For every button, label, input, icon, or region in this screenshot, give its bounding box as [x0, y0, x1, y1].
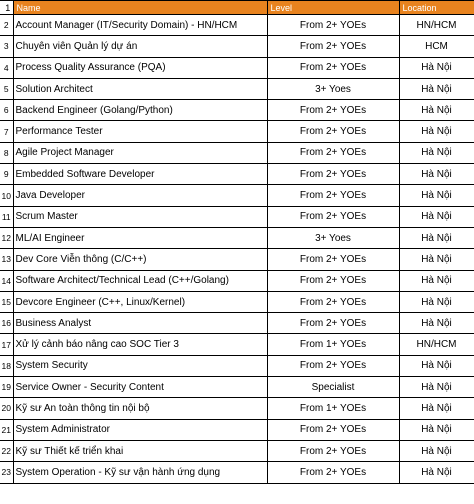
row-number[interactable]: 4	[0, 57, 13, 78]
cell-level[interactable]: 3+ Yoes	[267, 78, 399, 99]
cell-level[interactable]: From 2+ YOEs	[267, 57, 399, 78]
header-location[interactable]: Location	[399, 1, 474, 15]
table-row	[0, 291, 474, 312]
cell-name[interactable]: System Operation - Kỹ sư vận hành ứng dụng	[13, 462, 267, 483]
cell-location[interactable]: HCM	[399, 36, 474, 57]
cell-level[interactable]: Specialist	[267, 377, 399, 398]
cell-level[interactable]: From 1+ YOEs	[267, 398, 399, 419]
cell-location[interactable]: Hà Nội	[399, 142, 474, 163]
table-row	[0, 15, 474, 36]
cell-name[interactable]: Process Quality Assurance (PQA)	[13, 57, 267, 78]
cell-name[interactable]: Agile Project Manager	[13, 142, 267, 163]
cell-level[interactable]: From 1+ YOEs	[267, 334, 399, 355]
cell-name[interactable]: Backend Engineer (Golang/Python)	[13, 100, 267, 121]
cell-level[interactable]: From 2+ YOEs	[267, 270, 399, 291]
cell-level[interactable]: From 2+ YOEs	[267, 100, 399, 121]
cell-level[interactable]: From 2+ YOEs	[267, 36, 399, 57]
table-row	[0, 355, 474, 376]
row-number[interactable]: 15	[0, 291, 13, 312]
cell-name[interactable]: Xử lý cảnh báo nâng cao SOC Tier 3	[13, 334, 267, 355]
table-row	[0, 419, 474, 440]
table-row	[0, 270, 474, 291]
table-row	[0, 440, 474, 461]
cell-name[interactable]: Kỹ sư Thiết kế triển khai	[13, 440, 267, 461]
cell-name[interactable]: Kỹ sư An toàn thông tin nội bộ	[13, 398, 267, 419]
cell-location[interactable]: Hà Nội	[399, 440, 474, 461]
row-number[interactable]: 6	[0, 100, 13, 121]
header-level[interactable]: Level	[267, 1, 399, 15]
cell-name[interactable]: Business Analyst	[13, 313, 267, 334]
row-number[interactable]: 5	[0, 78, 13, 99]
cell-level[interactable]: 3+ Yoes	[267, 227, 399, 248]
row-number[interactable]: 18	[0, 355, 13, 376]
cell-location[interactable]: Hà Nội	[399, 249, 474, 270]
header-name[interactable]: Name	[13, 1, 267, 15]
table-row	[0, 334, 474, 355]
cell-level[interactable]: From 2+ YOEs	[267, 440, 399, 461]
cell-name[interactable]: Devcore Engineer (C++, Linux/Kernel)	[13, 291, 267, 312]
cell-level[interactable]: From 2+ YOEs	[267, 355, 399, 376]
cell-location[interactable]: Hà Nội	[399, 270, 474, 291]
cell-location[interactable]: Hà Nội	[399, 78, 474, 99]
cell-location[interactable]: HN/HCM	[399, 334, 474, 355]
cell-level[interactable]: From 2+ YOEs	[267, 142, 399, 163]
row-number[interactable]: 19	[0, 377, 13, 398]
cell-location[interactable]: Hà Nội	[399, 227, 474, 248]
table-row	[0, 398, 474, 419]
cell-level[interactable]: From 2+ YOEs	[267, 291, 399, 312]
table-row	[0, 462, 474, 483]
cell-level[interactable]: From 2+ YOEs	[267, 419, 399, 440]
cell-name[interactable]: Service Owner - Security Content	[13, 377, 267, 398]
row-number[interactable]: 14	[0, 270, 13, 291]
row-number[interactable]: 12	[0, 227, 13, 248]
cell-level[interactable]: From 2+ YOEs	[267, 462, 399, 483]
table-row	[0, 121, 474, 142]
row-number[interactable]: 21	[0, 419, 13, 440]
cell-level[interactable]: From 2+ YOEs	[267, 121, 399, 142]
table-row	[0, 36, 474, 57]
table-row	[0, 313, 474, 334]
cell-name[interactable]: Solution Architect	[13, 78, 267, 99]
cell-location[interactable]: Hà Nội	[399, 121, 474, 142]
table-row	[0, 78, 474, 99]
table-row	[0, 164, 474, 185]
cell-location[interactable]: Hà Nội	[399, 185, 474, 206]
cell-name[interactable]: System Administrator	[13, 419, 267, 440]
cell-name[interactable]: Performance Tester	[13, 121, 267, 142]
row-number[interactable]: 3	[0, 36, 13, 57]
header-row	[0, 1, 474, 15]
cell-level[interactable]: From 2+ YOEs	[267, 249, 399, 270]
cell-name[interactable]: Scrum Master	[13, 206, 267, 227]
cell-location[interactable]: Hà Nội	[399, 100, 474, 121]
cell-level[interactable]: From 2+ YOEs	[267, 313, 399, 334]
cell-level[interactable]: From 2+ YOEs	[267, 206, 399, 227]
row-number[interactable]: 9	[0, 164, 13, 185]
row-number[interactable]: 11	[0, 206, 13, 227]
cell-location[interactable]: Hà Nội	[399, 206, 474, 227]
cell-name[interactable]: Account Manager (IT/Security Domain) - HN/HCM	[13, 15, 267, 36]
cell-level[interactable]: From 2+ YOEs	[267, 164, 399, 185]
row-number[interactable]: 17	[0, 334, 13, 355]
cell-location[interactable]: Hà Nội	[399, 164, 474, 185]
row-number[interactable]: 8	[0, 142, 13, 163]
cell-name[interactable]: Java Developer	[13, 185, 267, 206]
table-row	[0, 249, 474, 270]
cell-name[interactable]: Software Architect/Technical Lead (C++/Golang)	[13, 270, 267, 291]
cell-location[interactable]: Hà Nội	[399, 419, 474, 440]
cell-location[interactable]: Hà Nội	[399, 462, 474, 483]
cell-level[interactable]: From 2+ YOEs	[267, 185, 399, 206]
cell-location[interactable]: Hà Nội	[399, 377, 474, 398]
cell-name[interactable]: Chuyên viên Quản lý dự án	[13, 36, 267, 57]
table-row	[0, 185, 474, 206]
table-row	[0, 206, 474, 227]
cell-location[interactable]: Hà Nội	[399, 398, 474, 419]
row-number[interactable]: 23	[0, 462, 13, 483]
cell-location[interactable]: Hà Nội	[399, 355, 474, 376]
cell-location[interactable]: Hà Nội	[399, 57, 474, 78]
cell-name[interactable]: Dev Core Viễn thông (C/C++)	[13, 249, 267, 270]
row-number[interactable]: 22	[0, 440, 13, 461]
row-number[interactable]: 2	[0, 15, 13, 36]
table-row	[0, 57, 474, 78]
row-number[interactable]: 13	[0, 249, 13, 270]
row-number[interactable]: 10	[0, 185, 13, 206]
cell-name[interactable]: ML/AI Engineer	[13, 227, 267, 248]
cell-location[interactable]: Hà Nội	[399, 313, 474, 334]
cell-level[interactable]: From 2+ YOEs	[267, 15, 399, 36]
row-number[interactable]: 16	[0, 313, 13, 334]
table-row	[0, 227, 474, 248]
table-row	[0, 100, 474, 121]
row-number[interactable]: 1	[0, 1, 13, 15]
cell-name[interactable]: System Security	[13, 355, 267, 376]
cell-location[interactable]: HN/HCM	[399, 15, 474, 36]
cell-location[interactable]: Hà Nội	[399, 291, 474, 312]
table-row	[0, 377, 474, 398]
row-number[interactable]: 20	[0, 398, 13, 419]
row-number[interactable]: 7	[0, 121, 13, 142]
cell-name[interactable]: Embedded Software Developer	[13, 164, 267, 185]
table-body	[0, 1, 474, 484]
table-row	[0, 142, 474, 163]
